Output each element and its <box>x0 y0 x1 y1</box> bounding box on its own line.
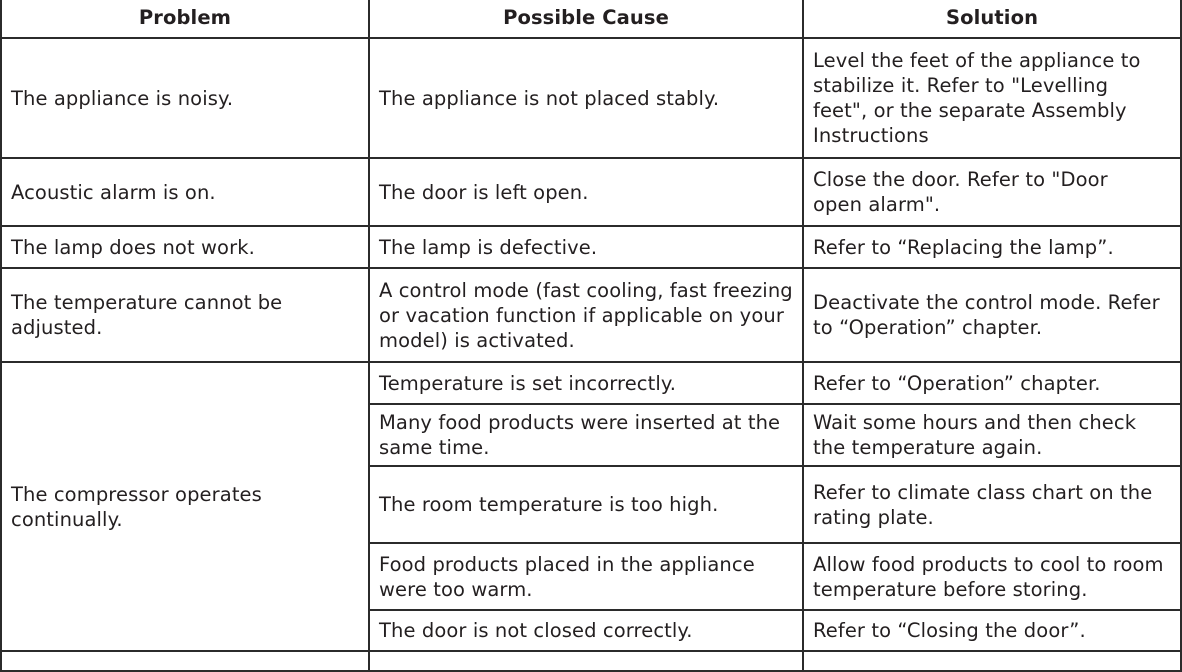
header-row <box>1 0 1181 38</box>
table-body <box>1 38 1181 671</box>
solution-cell <box>803 651 1181 671</box>
solution-cell: Wait some hours and then check the temperature again. <box>803 404 1181 466</box>
problem-cell: The lamp does not work. <box>1 226 369 268</box>
cause-cell: Many food products were inserted at the same time. <box>369 404 803 466</box>
problem-cell <box>1 651 369 671</box>
table-row <box>1 226 1181 268</box>
solution-cell: Allow food products to cool to room temperature before storing. <box>803 543 1181 610</box>
cause-cell: The door is not closed correctly. <box>369 610 803 651</box>
header-solution: Solution <box>803 0 1181 38</box>
cause-cell: The appliance is not placed stably. <box>369 38 803 158</box>
cause-cell: Food products placed in the appliance were too warm. <box>369 543 803 610</box>
solution-cell: Refer to “Replacing the lamp”. <box>803 226 1181 268</box>
problem-cell: Acoustic alarm is on. <box>1 158 369 226</box>
solution-cell: Close the door. Refer to "Door open alarm". <box>803 158 1181 226</box>
solution-cell: Level the feet of the appliance to stabilize it. Refer to "Levelling feet", or the separate Assembly Instructions <box>803 38 1181 158</box>
header-possible-cause: Possible Cause <box>369 0 803 38</box>
solution-cell: Refer to “Operation” chapter. <box>803 362 1181 404</box>
solution-cell: Refer to “Closing the door”. <box>803 610 1181 651</box>
table-header <box>1 0 1181 38</box>
solution-cell: Deactivate the control mode. Refer to “Operation” chapter. <box>803 268 1181 362</box>
cause-cell <box>369 651 803 671</box>
solution-cell: Refer to climate class chart on the rating plate. <box>803 466 1181 543</box>
problem-cell: The temperature cannot be adjusted. <box>1 268 369 362</box>
table-row <box>1 362 1181 404</box>
table-row <box>1 38 1181 158</box>
table-row <box>1 268 1181 362</box>
cause-cell: The door is left open. <box>369 158 803 226</box>
table-row-partial <box>1 651 1181 671</box>
problem-cell: The appliance is noisy. <box>1 38 369 158</box>
cause-cell: A control mode (fast cooling, fast freezing or vacation function if applicable on your model) is activated. <box>369 268 803 362</box>
problem-cell: The compressor operates continually. <box>1 362 369 651</box>
cause-cell: The room temperature is too high. <box>369 466 803 543</box>
table-row <box>1 158 1181 226</box>
cause-cell: Temperature is set incorrectly. <box>369 362 803 404</box>
cause-cell: The lamp is defective. <box>369 226 803 268</box>
header-problem: Problem <box>1 0 369 38</box>
